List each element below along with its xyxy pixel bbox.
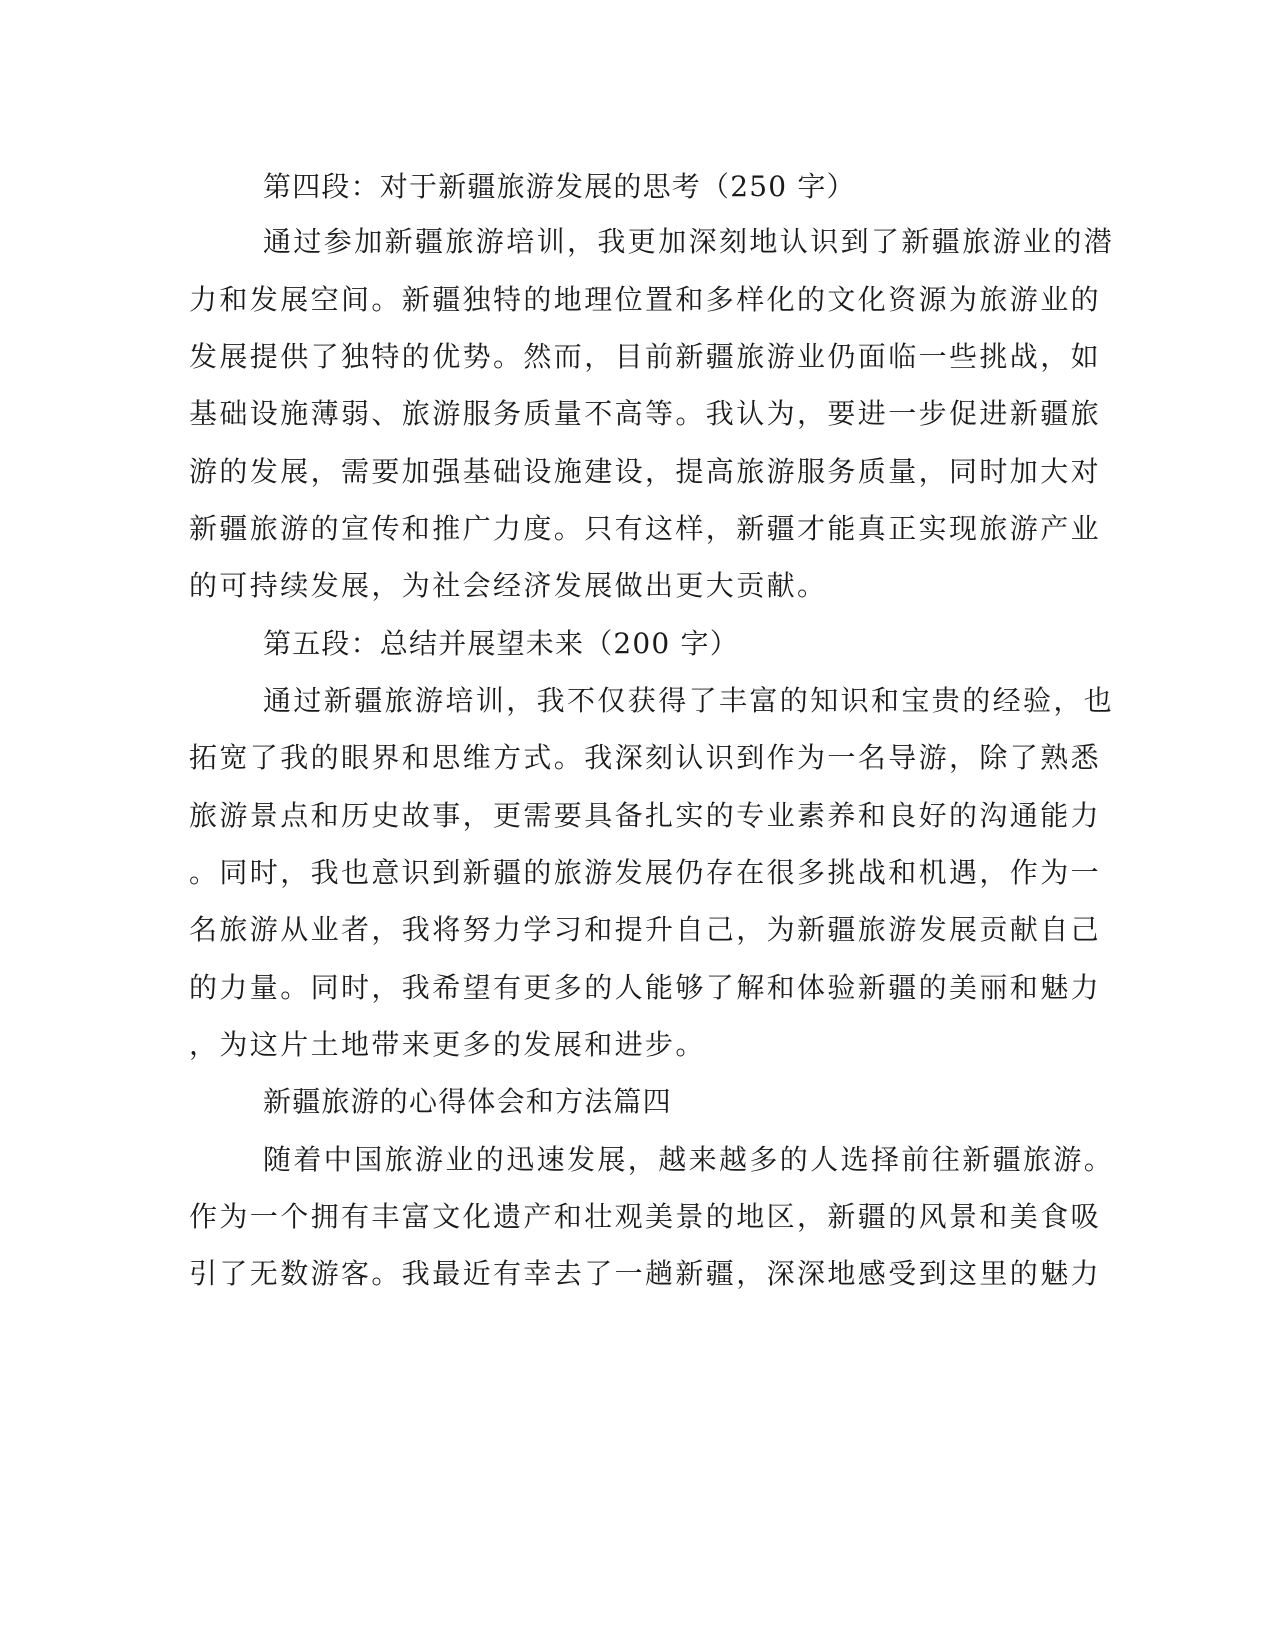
paragraph-line: 作为一个拥有丰富文化遗产和壮观美景的地区，新疆的风景和美食吸: [189, 1200, 1102, 1233]
paragraph-line: 旅游景点和历史故事，更需要具备扎实的专业素养和良好的沟通能力: [189, 799, 1102, 832]
paragraph-line: 通过参加新疆旅游培训，我更加深刻地认识到了新疆旅游业的潜: [263, 225, 1115, 258]
paragraph-line: 名旅游从业者，我将努力学习和提升自己，为新疆旅游发展贡献自己: [189, 913, 1102, 946]
paragraph-line: 游的发展，需要加强基础设施建设，提高旅游服务质量，同时加大对: [189, 455, 1102, 488]
paragraph-line: 力和发展空间。新疆独特的地理位置和多样化的文化资源为旅游业的: [189, 283, 1102, 316]
paragraph-line: 的可持续发展，为社会经济发展做出更大贡献。: [189, 569, 828, 602]
paragraph-line: 新疆旅游的宣传和推广力度。只有这样，新疆才能真正实现旅游产业: [189, 512, 1102, 545]
paragraph-line: 基础设施薄弱、旅游服务质量不高等。我认为，要进一步促进新疆旅: [189, 397, 1102, 430]
section-heading-5: 第五段：总结并展望未来（200 字）: [263, 627, 739, 660]
paragraph-line: 发展提供了独特的优势。然而，目前新疆旅游业仍面临一些挑战，如: [189, 340, 1102, 373]
paragraph-line: 。同时，我也意识到新疆的旅游发展仍存在很多挑战和机遇，作为一: [189, 856, 1102, 889]
paragraph-line: 的力量。同时，我希望有更多的人能够了解和体验新疆的美丽和魅力: [189, 971, 1102, 1004]
paragraph-line: 拓宽了我的眼界和思维方式。我深刻认识到作为一名导游，除了熟悉: [189, 741, 1102, 774]
paragraph-line: 引了无数游客。我最近有幸去了一趟新疆，深深地感受到这里的魅力: [189, 1257, 1102, 1290]
section-heading-4: 第四段：对于新疆旅游发展的思考（250 字）: [263, 170, 856, 203]
paragraph-line: ，为这片土地带来更多的发展和进步。: [189, 1028, 706, 1061]
paragraph-line: 通过新疆旅游培训，我不仅获得了丰富的知识和宝贵的经验，也: [263, 684, 1115, 717]
paragraph-line: 随着中国旅游业的迅速发展，越来越多的人选择前往新疆旅游。: [263, 1143, 1115, 1176]
article-title: 新疆旅游的心得体会和方法篇四: [263, 1085, 672, 1118]
